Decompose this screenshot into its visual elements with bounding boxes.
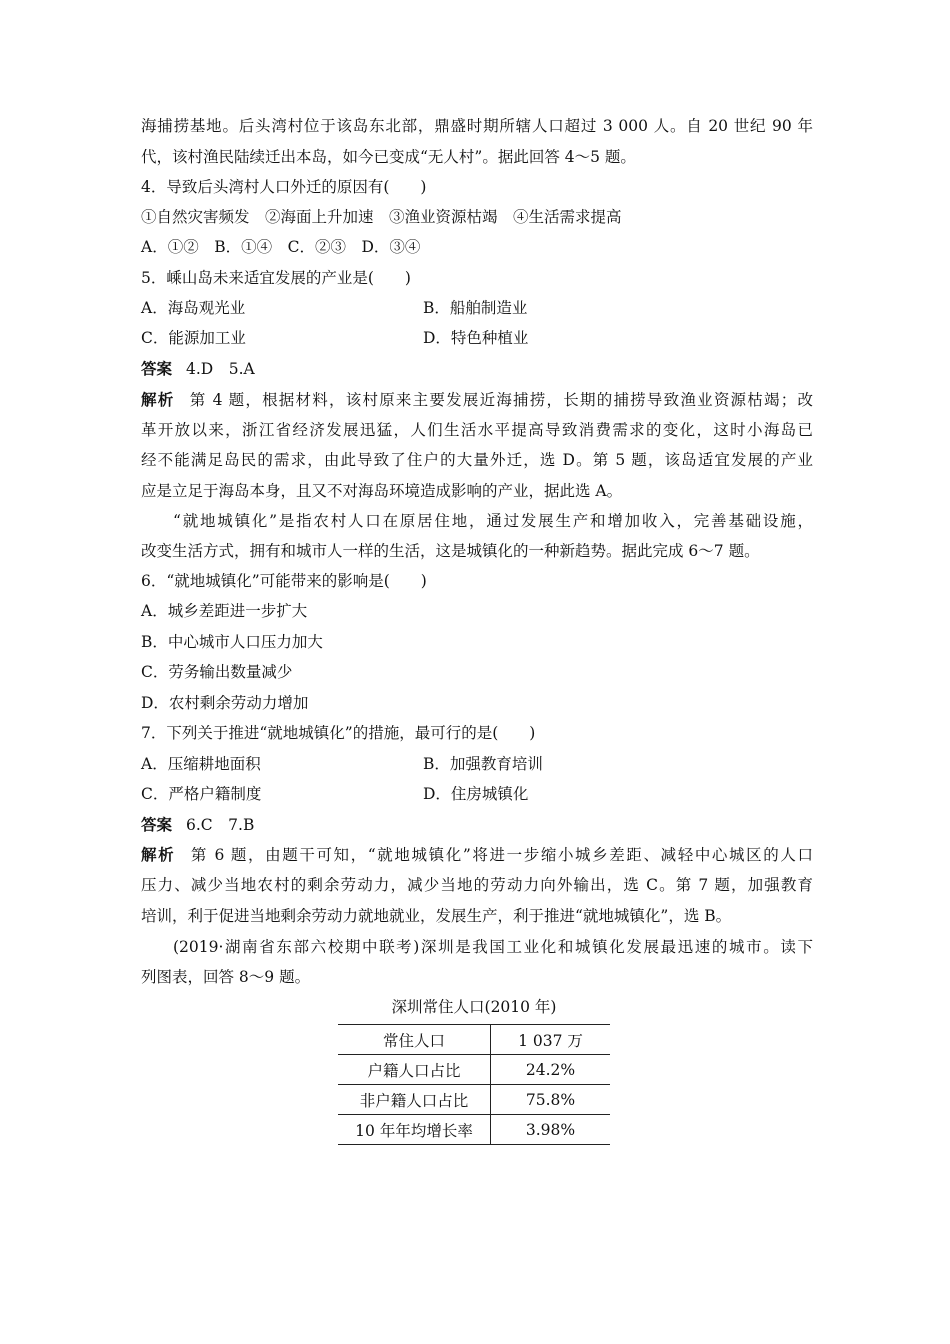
q6-option-d: D．农村剩余劳动力增加 <box>141 694 309 712</box>
intro-line-2: 代，该村渔民陆续迁出本岛，如今已变成“无人村”。据此回答 4～5 题。 <box>141 148 636 166</box>
row-label: 户籍人口占比 <box>338 1055 491 1085</box>
q5-option-d: D．特色种植业 <box>423 329 529 347</box>
q6-stem: 6．“就地城镇化”可能带来的影响是( ) <box>141 572 427 590</box>
explanation-label: 解析 <box>141 390 175 409</box>
answer-value: 4.D 5.A <box>186 360 255 378</box>
row-value: 24.2% <box>491 1055 611 1085</box>
row-label: 常住人口 <box>338 1025 491 1055</box>
q4-stem: 4．导致后头湾村人口外迁的原因有( ) <box>141 178 427 196</box>
intro-line-1: 海捕捞基地。后头湾村位于该岛东北部，鼎盛时期所辖人口超过 3 000 人。自 20 世纪 90 年 <box>141 117 813 135</box>
q5-option-a: A．海岛观光业 <box>141 299 246 317</box>
q6-option-b: B．中心城市人口压力加大 <box>141 633 323 651</box>
q7-option-b: B．加强教育培训 <box>423 755 543 773</box>
table-row <box>338 1025 610 1055</box>
explanation-4-5-line-2: 革开放以来，浙江省经济发展迅猛，人们生活水平提高导致消费需求的变化，这时小海岛已 <box>141 421 813 439</box>
answer-6-7 <box>141 814 813 836</box>
explanation-label: 解析 <box>141 845 176 864</box>
q6-option-a: A．城乡差距进一步扩大 <box>141 602 308 620</box>
answer-value: 6.C 7.B <box>186 816 255 834</box>
table-caption: 深圳常住人口(2010 年) <box>391 998 557 1016</box>
q6-option-c: C．劳务输出数量减少 <box>141 663 293 681</box>
q7-option-a: A．压缩耕地面积 <box>141 755 261 773</box>
table-row <box>338 1055 610 1085</box>
explanation-4-5-line-1 <box>141 389 813 411</box>
explanation-4-5-line-4: 应是立足于海岛本身，且又不对海岛环境造成影响的产业，据此选 A。 <box>141 482 623 500</box>
row-value: 1 037 万 <box>491 1025 611 1055</box>
explanation-6-7-line-3: 培训，利于促进当地剩余劳动力就地就业，发展生产，利于推进“就地城镇化”，选 B。 <box>141 907 732 925</box>
explanation-4-5-line-3: 经不能满足岛民的需求，由此导致了住户的大量外迁，选 D。第 5 题，该岛适宜发展的产业 <box>141 451 813 469</box>
answer-label: 答案 <box>141 815 173 834</box>
q7-option-c: C．严格户籍制度 <box>141 785 262 803</box>
row-label: 10 年年均增长率 <box>338 1115 491 1145</box>
answer-4-5 <box>141 358 813 380</box>
row-value: 75.8% <box>491 1085 611 1115</box>
population-table <box>338 1024 610 1145</box>
explanation-6-7-line-1 <box>141 844 813 866</box>
q7-stem: 7．下列关于推进“就地城镇化”的措施，最可行的是( ) <box>141 724 536 742</box>
q5-option-b: B．船舶制造业 <box>423 299 528 317</box>
explanation-text: 第 6 题，由题干可知，“就地城镇化”将进一步缩小城乡差距、减轻中心城区的人口 <box>189 846 813 864</box>
explanation-text: 第 4 题，根据材料，该村原来主要发展近海捕捞，长期的捕捞导致渔业资源枯竭；改 <box>188 391 813 409</box>
row-value: 3.98% <box>491 1115 611 1145</box>
q4-choices: A．①② B．①④ C．②③ D．③④ <box>141 238 421 256</box>
table-row <box>338 1085 610 1115</box>
q5-stem: 5．嵊山岛未来适宜发展的产业是( ) <box>141 269 411 287</box>
answer-label: 答案 <box>141 359 173 378</box>
q4-options: ①自然灾害频发 ②海面上升加速 ③渔业资源枯竭 ④生活需求提高 <box>141 208 622 226</box>
table-row <box>338 1115 610 1145</box>
q7-option-d: D．住房城镇化 <box>423 785 529 803</box>
q5-option-c: C．能源加工业 <box>141 329 246 347</box>
intro3-line-1: (2019·湖南省东部六校期中联考)深圳是我国工业化和城镇化发展最迅速的城市。读下 <box>173 938 813 956</box>
intro3-line-2: 列图表，回答 8～9 题。 <box>141 968 311 986</box>
intro2-line-1: “就地城镇化”是指农村人口在原居住地，通过发展生产和增加收入，完善基础设施， <box>173 512 813 530</box>
intro2-line-2: 改变生活方式，拥有和城市人一样的生活，这是城镇化的一种新趋势。据此完成 6～7 题。 <box>141 542 760 560</box>
row-label: 非户籍人口占比 <box>338 1085 491 1115</box>
explanation-6-7-line-2: 压力、减少当地农村的剩余劳动力，减少当地的劳动力向外输出，选 C。第 7 题，加强教育 <box>141 876 813 894</box>
